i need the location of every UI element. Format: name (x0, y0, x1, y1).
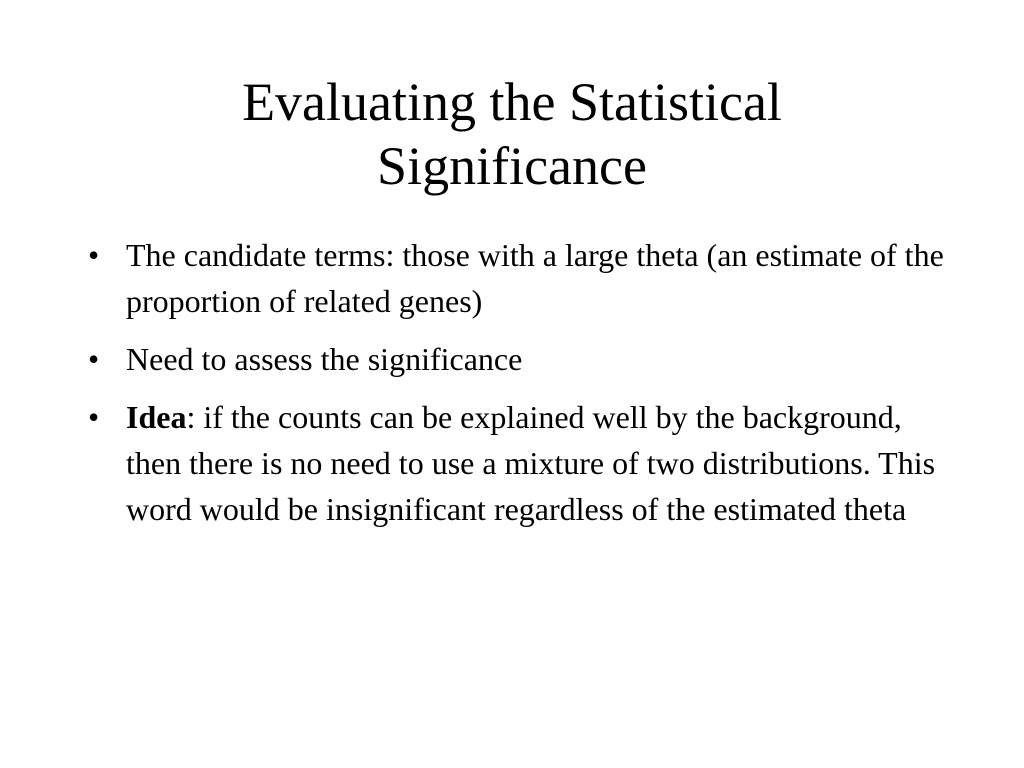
bullet-item (84, 232, 944, 324)
bullet-text: The candidate terms: those with a large theta (an estimate of the proportion of related genes) (126, 237, 944, 319)
bullet-bold-term: Idea (126, 399, 187, 435)
bullet-icon: • (88, 399, 100, 435)
bullet-list (84, 232, 944, 544)
bullet-item (84, 336, 944, 382)
bullet-icon: • (88, 237, 100, 273)
bullet-icon: • (88, 341, 100, 377)
bullet-text: Need to assess the significance (126, 341, 523, 377)
slide-title (60, 70, 964, 198)
bullet-item (84, 394, 944, 532)
slide-title-line-2: Significance (377, 136, 647, 196)
bullet-text: : if the counts can be explained well by the background, then there is no need to use a mixture of two distributions. This word would be insignificant regardless of the estimated theta (126, 399, 936, 527)
slide-title-line-1: Evaluating the Statistical (242, 72, 782, 132)
